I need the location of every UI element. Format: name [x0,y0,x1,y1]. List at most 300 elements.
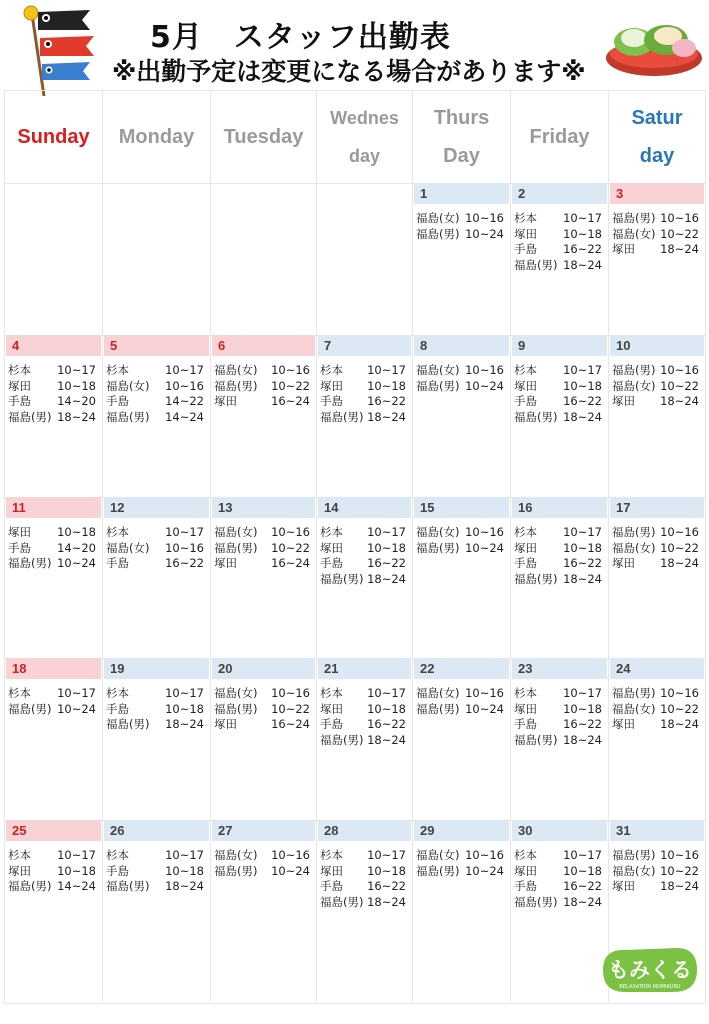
shift-hours: 18~24 [563,732,602,747]
shift-hours: 16~22 [563,556,602,570]
weekday-thursday-line1: Thurs [433,107,490,129]
shift-hours: 10~16 [271,686,310,700]
staff-name: 塚田 [514,540,537,555]
date-number: 17 [610,497,704,518]
calendar-week [5,658,705,821]
shift-hours: 10~24 [465,701,504,716]
shift-entry [416,363,508,379]
shift-hours: 10~18 [57,863,96,878]
shift-entry [416,541,508,557]
day-cell [413,183,511,335]
shift-hours: 18~24 [660,556,699,570]
svg-text:もみくる: もみくる [608,958,692,982]
shift-hours: 10~24 [57,556,96,570]
staff-name: 杉本 [8,848,31,862]
shift-entry [416,848,508,864]
shift-hours: 10~16 [465,363,504,377]
shift-hours: 10~17 [165,363,204,377]
shift-hours: 16~24 [271,394,310,408]
shift-hours: 10~22 [660,226,699,241]
staff-name: 手島 [106,701,129,716]
day-cell [511,658,609,820]
empty-day-cell [103,183,211,335]
shift-hours: 10~22 [271,378,310,393]
weekday-thursday-line2: Day [443,145,480,167]
shift-hours: 16~22 [165,556,204,570]
shift-entry [8,702,100,718]
day-cell [211,335,317,497]
date-number: 23 [512,658,607,679]
empty-day-cell [5,183,103,335]
day-cell [413,820,511,1002]
shift-entry [612,211,703,227]
shift-entry [320,379,410,395]
shift-entry [106,541,208,557]
day-cell [5,335,103,497]
shift-entry [320,556,410,572]
shift-entry [514,525,606,541]
shift-hours: 10~17 [367,525,406,539]
date-number: 1 [414,183,509,204]
shift-hours: 10~16 [465,211,504,225]
shift-entry [612,394,703,410]
shift-entry [8,686,100,702]
date-number: 25 [6,820,101,841]
shift-entry [320,864,410,880]
shift-entry [214,848,314,864]
date-number: 24 [610,658,704,679]
shift-entry [106,410,208,426]
staff-name: 手島 [8,540,31,555]
staff-name: 福島(女) [612,863,656,878]
shift-entry [514,363,606,379]
shift-hours: 10~18 [563,378,602,393]
staff-name: 塚田 [612,556,635,570]
day-cell [511,820,609,1002]
shift-hours: 10~16 [271,525,310,539]
date-number: 31 [610,820,704,841]
shift-hours: 16~22 [563,717,602,731]
weekday-saturday [609,91,705,183]
shift-entry [320,363,410,379]
staff-name: 福島(男) [320,894,364,909]
date-number: 8 [414,335,509,356]
shift-entry [612,556,703,572]
shift-hours: 18~24 [563,257,602,272]
shift-entry [612,848,703,864]
shift-entry [416,686,508,702]
shift-entry [612,227,703,243]
shift-entry [8,541,100,557]
shift-list [8,525,100,572]
day-cell [103,820,211,1002]
shift-hours: 14~20 [57,394,96,408]
shift-entry [106,848,208,864]
day-cell [211,820,317,1002]
shift-hours: 10~22 [660,540,699,555]
shift-hours: 14~24 [57,879,96,893]
shift-hours: 18~24 [660,879,699,893]
weekday-tuesday: Tuesday [211,91,317,183]
shift-entry [612,717,703,733]
shift-entry [514,227,606,243]
staff-name: 福島(男) [106,409,150,424]
staff-name: 福島(男) [8,879,52,893]
staff-name: 杉本 [514,525,537,539]
shift-hours: 10~17 [367,363,406,377]
shift-entry [214,525,314,541]
staff-name: 福島(女) [612,540,656,555]
shift-hours: 18~24 [367,894,406,909]
shift-entry [514,702,606,718]
date-number: 18 [6,658,101,679]
staff-name: 手島 [106,556,129,570]
shift-entry [106,864,208,880]
shift-entry [106,525,208,541]
day-cell [609,658,705,820]
day-cell [317,497,413,658]
staff-name: 福島(男) [8,556,52,570]
staff-name: 塚田 [514,226,537,241]
shift-entry [320,410,410,426]
staff-name: 手島 [514,394,537,408]
staff-name: 杉本 [106,525,129,539]
shift-hours: 10~18 [563,701,602,716]
shift-entry [320,895,410,911]
weekday-wednesday-line1: Wednes [330,108,399,128]
shift-list [106,686,208,733]
shift-hours: 10~17 [563,211,602,225]
shift-hours: 18~24 [660,242,699,256]
shift-hours: 14~20 [57,540,96,555]
shift-entry [514,733,606,749]
shift-hours: 10~24 [271,863,310,878]
shift-hours: 10~16 [465,686,504,700]
staff-name: 福島(女) [214,686,258,700]
staff-name: 手島 [8,394,31,408]
shift-list [612,848,703,895]
shift-hours: 10~18 [57,525,96,539]
date-number: 30 [512,820,607,841]
shift-hours: 16~22 [563,879,602,893]
staff-name: 手島 [514,717,537,731]
shift-hours: 18~24 [563,409,602,424]
shift-list [416,686,508,717]
shift-list [214,525,314,572]
shift-list [8,848,100,895]
shift-entry [612,686,703,702]
staff-name: 杉本 [514,363,537,377]
shift-hours: 10~24 [465,863,504,878]
shift-entry [8,864,100,880]
shift-hours: 10~17 [57,363,96,377]
staff-name: 杉本 [320,848,343,862]
shift-entry [416,864,508,880]
staff-name: 福島(男) [612,363,656,377]
shift-hours: 10~18 [367,863,406,878]
empty-day-cell [211,183,317,335]
staff-name: 杉本 [320,363,343,377]
shift-entry [8,363,100,379]
shift-hours: 16~22 [367,394,406,408]
shift-list [106,848,208,895]
staff-name: 塚田 [320,378,343,393]
staff-name: 杉本 [106,363,129,377]
date-number: 13 [212,497,315,518]
shift-hours: 10~22 [271,701,310,716]
date-number: 21 [318,658,411,679]
day-cell [5,820,103,1002]
date-number: 12 [104,497,209,518]
shift-hours: 10~16 [165,378,204,393]
shift-hours: 16~22 [563,394,602,408]
shift-hours: 10~18 [367,540,406,555]
day-cell [511,183,609,335]
shift-entry [214,379,314,395]
shift-hours: 10~24 [57,701,96,716]
shift-hours: 10~16 [165,540,204,555]
staff-name: 福島(女) [214,848,258,862]
momikuru-logo [597,944,701,996]
shift-entry [214,702,314,718]
shift-hours: 10~18 [165,863,204,878]
shift-hours: 10~22 [660,378,699,393]
date-number: 11 [6,497,101,518]
weekday-monday: Monday [103,91,211,183]
calendar-week [5,335,705,498]
staff-name: 杉本 [106,848,129,862]
shift-hours: 10~17 [165,525,204,539]
date-number: 26 [104,820,209,841]
staff-name: 福島(男) [514,257,558,272]
date-number: 6 [212,335,315,356]
staff-name: 杉本 [8,363,31,377]
shift-entry [416,379,508,395]
shift-hours: 10~17 [57,848,96,862]
shift-entry [106,879,208,895]
staff-name: 福島(男) [214,378,258,393]
day-cell [511,497,609,658]
shift-entry [320,717,410,733]
shift-hours: 10~18 [367,701,406,716]
staff-name: 福島(男) [106,879,150,893]
shift-entry [214,686,314,702]
shift-entry [106,556,208,572]
shift-list [320,686,410,748]
staff-name: 福島(女) [416,525,460,539]
shift-entry [8,394,100,410]
staff-name: 福島(男) [416,701,460,716]
shift-list [514,848,606,910]
shift-list [8,363,100,425]
day-cell [103,335,211,497]
day-cell [413,335,511,497]
day-cell [413,658,511,820]
shift-entry [320,572,410,588]
shift-hours: 18~24 [367,732,406,747]
shift-hours: 10~18 [57,378,96,393]
shift-hours: 10~17 [563,525,602,539]
staff-name: 塚田 [8,378,31,393]
staff-name: 塚田 [320,863,343,878]
shift-hours: 14~22 [165,394,204,408]
shift-hours: 10~17 [165,686,204,700]
shift-hours: 10~18 [165,701,204,716]
shift-hours: 10~18 [367,378,406,393]
empty-day-cell [317,183,413,335]
date-number: 7 [318,335,411,356]
date-number: 20 [212,658,315,679]
staff-name: 福島(男) [214,863,258,878]
staff-name: 福島(男) [612,211,656,225]
shift-hours: 10~22 [660,701,699,716]
shift-hours: 18~24 [660,394,699,408]
shift-entry [320,702,410,718]
staff-name: 塚田 [320,540,343,555]
shift-hours: 10~22 [271,540,310,555]
shift-hours: 10~16 [660,363,699,377]
day-cell [413,497,511,658]
calendar-grid [4,90,706,1004]
shift-list [612,211,703,258]
shift-list [214,363,314,410]
shift-entry [416,702,508,718]
shift-list [612,525,703,572]
staff-name: 塚田 [514,863,537,878]
staff-name: 福島(男) [416,863,460,878]
shift-entry [8,879,100,895]
staff-name: 福島(男) [612,686,656,700]
shift-hours: 10~16 [271,363,310,377]
shift-list [214,848,314,879]
date-number: 16 [512,497,607,518]
staff-name: 塚田 [612,242,635,256]
staff-name: 福島(男) [514,732,558,747]
shift-entry [612,379,703,395]
staff-name: 福島(男) [8,701,52,716]
shift-entry [416,525,508,541]
staff-name: 福島(男) [416,378,460,393]
shift-entry [612,242,703,258]
shift-list [514,525,606,587]
day-cell [609,497,705,658]
shift-entry [514,410,606,426]
staff-name: 手島 [106,394,129,408]
date-number: 4 [6,335,101,356]
staff-name: 福島(女) [214,363,258,377]
shift-list [214,686,314,733]
staff-name: 杉本 [106,686,129,700]
shift-hours: 18~24 [165,717,204,731]
staff-name: 福島(男) [612,848,656,862]
shift-entry [320,733,410,749]
shift-entry [514,879,606,895]
shift-entry [8,379,100,395]
shift-hours: 10~16 [660,848,699,862]
shift-hours: 10~22 [660,863,699,878]
weekday-wednesday-line2: day [348,146,381,166]
staff-name: 塚田 [612,879,635,893]
date-number: 14 [318,497,411,518]
weekday-saturday-line1: Satur [631,107,683,129]
weekday-wednesday [317,91,413,183]
shift-entry [514,394,606,410]
shift-hours: 16~24 [271,717,310,731]
date-number: 29 [414,820,509,841]
shift-hours: 16~22 [563,242,602,256]
shift-entry [514,686,606,702]
weekday-header-row [5,91,705,184]
shift-hours: 10~18 [563,863,602,878]
shift-hours: 18~24 [165,879,204,893]
shift-hours: 10~17 [57,686,96,700]
shift-entry [8,525,100,541]
staff-name: 福島(女) [416,211,460,225]
staff-name: 杉本 [514,848,537,862]
shift-list [514,363,606,425]
shift-hours: 10~17 [367,848,406,862]
shift-entry [8,556,100,572]
staff-name: 塚田 [612,394,635,408]
shift-hours: 10~18 [563,226,602,241]
date-number: 5 [104,335,209,356]
shift-hours: 10~16 [660,525,699,539]
shift-entry [612,864,703,880]
staff-name: 塚田 [8,863,31,878]
staff-name: 手島 [514,879,537,893]
staff-name: 手島 [320,879,343,893]
weekday-friday: Friday [511,91,609,183]
shift-list [320,848,410,910]
staff-name: 杉本 [514,211,537,225]
staff-name: 杉本 [8,686,31,700]
koinobori-icon [10,4,120,96]
staff-name: 福島(女) [416,363,460,377]
shift-hours: 10~16 [465,525,504,539]
shift-list [416,363,508,394]
shift-hours: 16~24 [271,556,310,570]
staff-name: 福島(男) [214,540,258,555]
staff-name: 福島(男) [416,226,460,241]
date-number: 22 [414,658,509,679]
day-cell [103,658,211,820]
shift-entry [320,541,410,557]
staff-name: 福島(男) [514,571,558,586]
day-cell [511,335,609,497]
svg-text:RELAXATION MOMIKURU: RELAXATION MOMIKURU [619,984,681,990]
staff-name: 福島(男) [416,540,460,555]
shift-hours: 10~17 [367,686,406,700]
shift-hours: 10~16 [660,211,699,225]
shift-entry [514,717,606,733]
shift-hours: 10~17 [165,848,204,862]
staff-name: 福島(男) [514,894,558,909]
shift-entry [214,541,314,557]
day-cell [317,658,413,820]
page-subtitle: ※出勤予定は変更になる場合があります※ [112,57,586,86]
shift-list [612,686,703,733]
day-cell [103,497,211,658]
shift-entry [514,895,606,911]
shift-list [416,848,508,879]
staff-name: 福島(女) [612,226,656,241]
shift-hours: 16~22 [367,879,406,893]
shift-entry [320,525,410,541]
shift-entry [612,879,703,895]
staff-name: 塚田 [514,378,537,393]
shift-hours: 18~24 [367,409,406,424]
shift-list [320,525,410,587]
